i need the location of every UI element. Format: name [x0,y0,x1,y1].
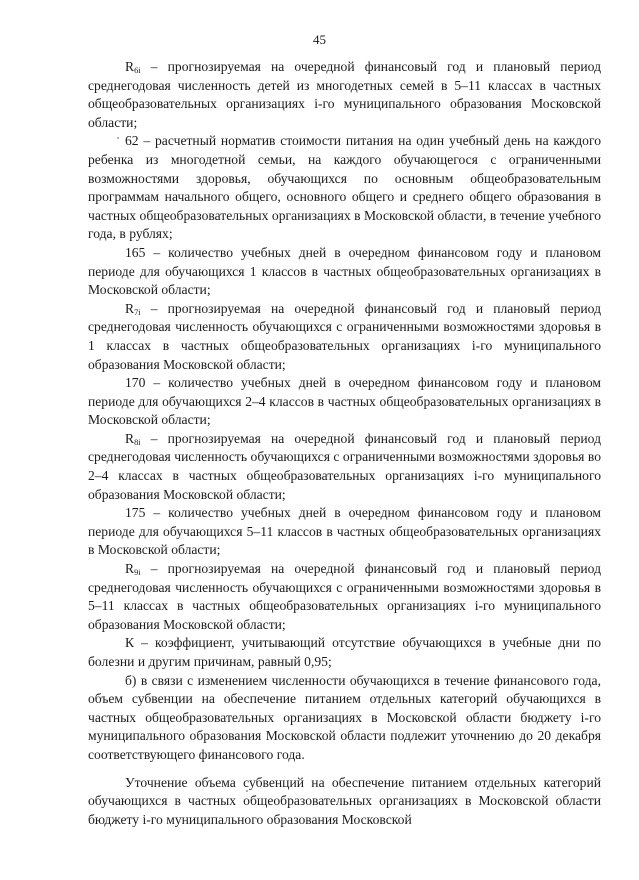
paragraph-r8i [88,430,601,504]
paragraph-coefficient-k [88,634,601,671]
variable-subscript: 6i [134,64,141,75]
scan-speck [246,790,248,792]
paragraph-text: Уточнение объема субвенций на обеспечение питанием отдельных категорий обучающихся в частных общеобразовательных организациях в Московской области бюджету i-го муниципального образования Московской [88,774,601,827]
paragraph-text: 165 – количество учебных дней в очередном финансовом году и плановом периоде для обучающихся 1 классов в частных общеобразовательных организациях в Московской области; [88,244,601,298]
page-number: 45 [313,32,326,47]
variable-subscript: 7i [134,306,141,317]
variable-symbol: R [125,300,135,316]
variable-symbol: R [125,561,135,577]
paragraph-text: – прогнозируемая на очередной финансовый год и плановый период среднегодовая численность детей из многодетных семей в 5–11 классах в частных общеобразовательных организациях i-го муниципального образования Московской области; [88,59,601,130]
paragraph-r6i [88,58,601,132]
paragraph-text: 175 – количество учебных дней в очередном финансовом году и плановом периоде для обучающихся 5–11 классов в частных общеобразовательных организациях в Московской области; [88,505,601,558]
paragraph-days-170 [88,374,601,430]
paragraph-text: 170 – количество учебных дней в очередном финансовом году и плановом периоде для обучающихся 2–4 классов в частных общеобразовательных организациях в Московской области; [88,375,601,428]
paragraph-text: 62 – расчетный норматив стоимости питания на один учебный день на каждого ребенка из многодетной семьи, на каждого обучающегося с ограниченными возможностями здоровья, обучающихся по основным общеобразовательным программам начального общего, основного общего и среднего общего образования в частных общеобразовательных организациях в Московской области, в течение учебного года, в рублях; [88,133,601,242]
paragraph-text: К – коэффициент, учитывающий отсутствие обучающихся в учебные дни по болезни и другим причинам, равный 0,95; [88,635,601,669]
paragraph-text: – прогнозируемая на очередной финансовый год и плановый период среднегодовая численность обучающихся с ограниченными возможностями здоровья в 1 классах в частных общеобразовательных организациях i-го муниципального образования Московской области; [88,300,601,372]
paragraph-r7i [88,300,601,374]
paragraph-item-b [88,672,601,765]
paragraph-text: – прогнозируемая на очередной финансовый год и плановый период среднегодовая численность обучающихся с ограниченными возможностями здоровья в 5–11 классах в частных общеобразовательных организациях i-го муниципального образования Московской области; [88,561,601,632]
paragraph-text: б) в связи с изменением численности обучающихся в течение финансового года, объем субвенции на обеспечение питанием отдельных категорий обучающихся в частных общеобразовательных организациях в Московской области бюджету i-го муниципального образования Московской области подлежит уточнению до 20 декабря соответствующего финансового года. [88,672,601,762]
variable-subscript: 9i [134,566,141,577]
scan-speck [117,137,119,139]
paragraph-text: – прогнозируемая на очередной финансовый год и плановый период среднегодовая численность обучающихся с ограниченными возможностями здоровья во 2–4 классах в частных общеобразовательных организациях i-го муниципального образования Московской области; [88,430,601,502]
paragraph-days-175 [88,504,601,560]
paragraph-days-165 [88,244,601,300]
document-body [88,58,601,829]
variable-subscript: 8i [134,436,141,447]
paragraph-norm-62 [88,132,601,244]
paragraph-r9i [88,560,601,634]
paragraph-clarification [88,774,601,830]
variable-symbol: R [125,59,135,74]
variable-symbol: R [125,430,135,446]
